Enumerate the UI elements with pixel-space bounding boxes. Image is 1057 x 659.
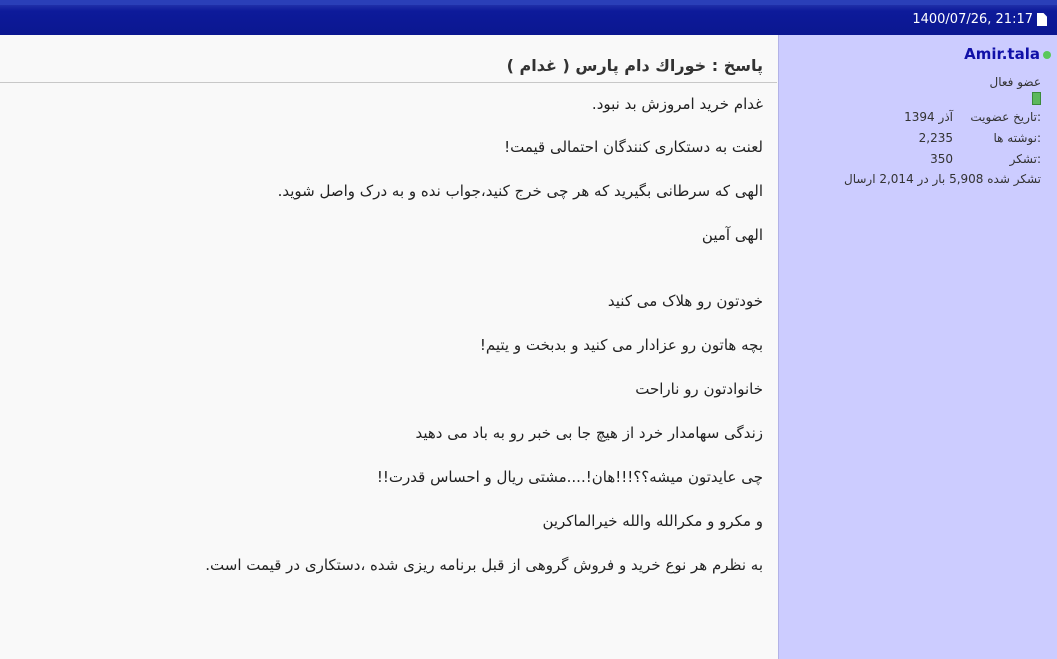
stat-join-date (778, 110, 1057, 126)
post-line: و مکرو و مکرالله والله خیرالماکرین (542, 512, 763, 530)
post-date (912, 12, 1047, 27)
document-icon (1037, 13, 1047, 26)
stat-label: نوشته ها: (993, 131, 1041, 145)
stat-label: تاریخ عضویت: (970, 110, 1041, 124)
post-line: خانوادتون رو ناراحت (635, 380, 763, 398)
stat-posts (778, 131, 1057, 147)
post-line: الهی که سرطانی بگیرید که هر چی خرج کنید،جواب نده و به درک واصل شوید. (277, 182, 763, 200)
post-line: به نظرم هر نوع خرید و فروش گروهی از قبل برنامه ریزی شده ،دستکاری در قیمت است. (205, 556, 763, 574)
post-line: خودتون رو هلاک می کنید (607, 292, 763, 310)
post-line: غدام خرید امروزش بد نبود. (591, 95, 763, 113)
post-title: پاسخ : خوراك دام پارس ( غدام ) (506, 56, 763, 75)
user-rank-icon (1032, 92, 1041, 105)
post-line: بچه هاتون رو عزادار می کنید و بدبخت و یتیم! (479, 336, 763, 354)
stat-value: 350 (930, 152, 953, 166)
post-line: زندگی سهامدار خرد از هیچ جا بی خبر رو به باد می دهید (415, 424, 763, 442)
post-line: الهی آمین (701, 226, 763, 244)
thanked-summary: تشکر شده 5,908 بار در 2,014 ارسال (843, 172, 1041, 186)
post-line: چی عایدتون میشه؟؟!!!هان!....مشتی ریال و احساس قدرت!! (376, 468, 763, 486)
user-title: عضو فعال (989, 75, 1041, 89)
post-line: لعنت به دستکاری کنندگان احتمالی قیمت! (504, 138, 763, 156)
username-link[interactable]: Amir.tala (964, 45, 1040, 63)
stat-value: آذر 1394 (904, 110, 953, 124)
user-info-panel (778, 35, 1057, 659)
post-content (0, 35, 777, 659)
stat-thanks (778, 152, 1057, 168)
post-header-bar (0, 0, 1057, 35)
stat-label: تشکر: (1009, 152, 1041, 166)
stat-value: 2,235 (918, 131, 953, 145)
online-status-icon (1043, 51, 1051, 59)
title-divider (0, 82, 777, 83)
post-date-text: 1400/07/26, 21:17 (912, 12, 1033, 27)
